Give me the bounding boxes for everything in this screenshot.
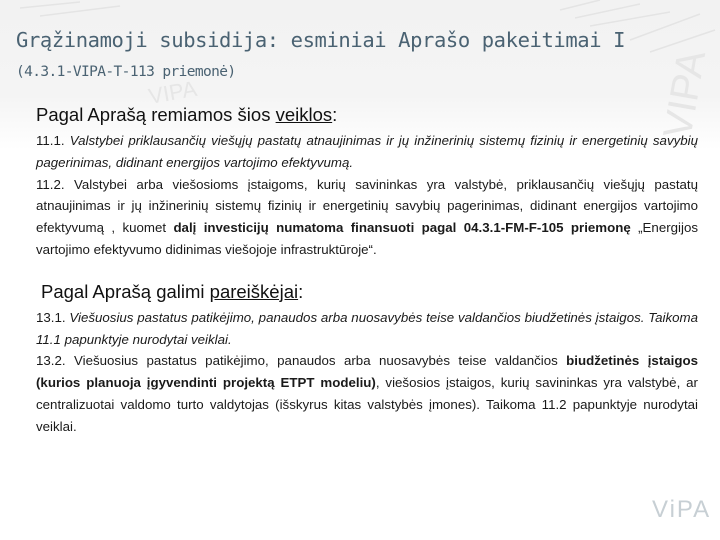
- item-bold-text: biudžetinės įstaigos (kurios planuoja įgyvendinti projektą ETPT modeliu): [36, 353, 698, 391]
- item-text: Valstybei priklausančių viešųjų pastatų atnaujinimas ir jų inžinerinių sistemų fizinių ir energetinių savybių pagerinimas, didinant energijos vartojimo efektyvumą.: [36, 133, 698, 170]
- activities-section: [36, 104, 698, 261]
- item-text: Valstybei arba viešosioms įstaigoms, kurių savininkas yra valstybė, priklausančių viešųjų pastatų atnaujinimas ir jų inžinerinių sistemų fizinių ir energetinių savybių pagerinimas, didinant energijos vartojimo efektyvumą , kuomet: [36, 176, 698, 236]
- applicants-heading: [41, 281, 698, 303]
- activity-item-11-2: [36, 174, 698, 261]
- item-number: 13.2.: [36, 353, 66, 369]
- page-subtitle: (4.3.1-VIPA-T-113 priemonė): [16, 64, 236, 80]
- item-text-tail: „Energijos vartojimo efektyvumo didinimas viešojoje infrastruktūroje“.: [36, 220, 698, 257]
- activity-item-11-1: [36, 130, 698, 174]
- applicants-heading-suffix: :: [298, 280, 304, 302]
- applicant-item-13-1: [36, 307, 698, 351]
- activities-heading-prefix: Pagal Aprašą remiamos šios: [36, 104, 276, 125]
- item-number: 11.1.: [36, 133, 65, 148]
- item-text: Viešuosius pastatus patikėjimo, panaudos arba nuosavybės teise valdančios: [74, 353, 567, 369]
- item-bold-text: dalį investicijų numatoma finansuoti pagal 04.3.1-FM-F-105 priemonę: [173, 220, 631, 236]
- vipa-logo: ViPA: [652, 496, 712, 523]
- item-number: 11.2.: [36, 176, 65, 192]
- slide-content: [36, 104, 698, 438]
- svg-text:VIPA: VIPA: [146, 75, 199, 109]
- applicants-heading-underlined: pareiškėjai: [209, 280, 299, 302]
- item-text-tail: , viešosios įstaigos, kurių savininkas yra valstybė, ar centralizuotai valdomo turto valdytojas (išskyrus kitas valstybės įmones). Taikoma 11.2 papunktyje nurodytai veiklai.: [36, 375, 698, 434]
- applicants-section: [36, 281, 698, 438]
- activities-heading-suffix: :: [332, 104, 338, 125]
- page-title: Grąžinamoji subsidija: esminiai Aprašo pakeitimai I: [16, 28, 626, 52]
- activities-heading-underlined: veiklos: [275, 104, 333, 125]
- item-number: 13.1.: [36, 309, 66, 325]
- applicants-heading-prefix: Pagal Aprašą galimi: [41, 280, 210, 302]
- activities-heading: [36, 104, 698, 126]
- item-text: Viešuosius pastatus patikėjimo, panaudos arba nuosavybės teise valdančios biudžetinės įstaigos. Taikoma 11.1 papunktyje nurodytai veiklai.: [36, 309, 698, 347]
- svg-text:VIPA: VIPA: [655, 47, 715, 142]
- applicant-item-13-2: [36, 350, 698, 437]
